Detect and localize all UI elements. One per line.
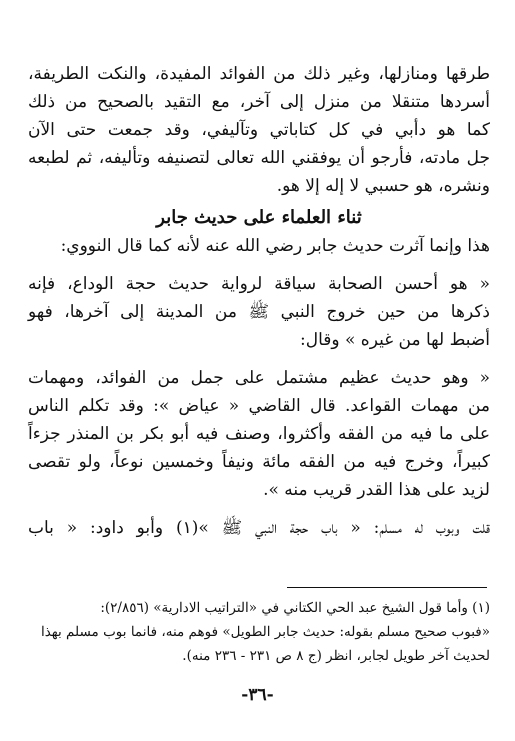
text-line: « هو أحسن الصحابة سياقة لرواية حديث حجة الوداع، فإنه <box>28 274 490 294</box>
footnote-line: (١) وأما قول الشيخ عبد الحي الكتاني في «التراتيب الادارية» (٢/٨٥٦): <box>100 600 490 616</box>
text-line: طرقها ومنازلها، وغير ذلك من الفوائد المفيدة، والنكت الطريفة، <box>28 64 490 84</box>
intro-paragraph <box>28 60 490 200</box>
footnotes <box>28 596 490 668</box>
quote-nawawi-1 <box>28 270 490 354</box>
text-line: لزيد على هذا القدر قريب منه ». <box>263 480 490 500</box>
text-line: « وهو حديث عظيم مشتمل على جمل من الفوائد، ومهمات <box>28 368 490 388</box>
text-line: هذا وإنما آثرت حديث جابر رضي الله عنه لأنه كما قال النووي: <box>60 236 490 256</box>
text-line: ونشره، هو حسبي لا إله إلا هو. <box>276 176 490 196</box>
section-heading: ثناء العلماء على حديث جابر <box>156 207 362 228</box>
footnote-line: لحديث آخر طويل لجابر، انظر (ج ٨ ص ٢٣١ - ٢٣٦ منه). <box>182 648 490 664</box>
footnote-line: «فبوب صحيح مسلم بقوله: حديث جابر الطويل» فوهم منه، فانما بوب مسلم بهذا <box>40 624 490 640</box>
text-line: على ما فيه من الفقه وأكثروا، وصنف فيه أبو بكر بن المنذر جزءاً <box>28 424 490 444</box>
page-body <box>28 60 490 542</box>
footnote-divider <box>287 587 487 588</box>
page-number: -٣٦- <box>241 685 274 705</box>
text-line: ذكرها من حين خروج النبي ﷺ من المدينة إلى آخرها، فهو <box>28 302 490 322</box>
text-line: جل مادته، فأرجو أن يوفقني الله تعالى لتصنيفه وتأليفه، ثم لطبعه <box>28 148 490 168</box>
paragraph-2 <box>28 232 490 260</box>
quote-nawawi-2 <box>28 364 490 504</box>
closing-line: قلت وبوب له مسلم: « باب حجة النبي ﷺ »(١) وأبو داود: « باب <box>28 518 491 538</box>
text-line: أسردها متنقلا من منزل إلى آخر، مع التقيد بالصحيح من ذلك <box>28 92 490 112</box>
text-line: كما هو دأبي في كل كتاباتي وتآليفي، وقد جمعت حتى الآن <box>28 120 490 140</box>
text-line: كبيراً، وخرج فيه من الفقه مائة ونيفاً وخمسين نوعاً، ولو تقصى <box>28 452 490 472</box>
text-line: أضبط لها من غيره » وقال: <box>300 330 490 350</box>
text-line: من مهمات القواعد. قال القاضي « عياض »: وقد تكلم الناس <box>28 396 490 416</box>
